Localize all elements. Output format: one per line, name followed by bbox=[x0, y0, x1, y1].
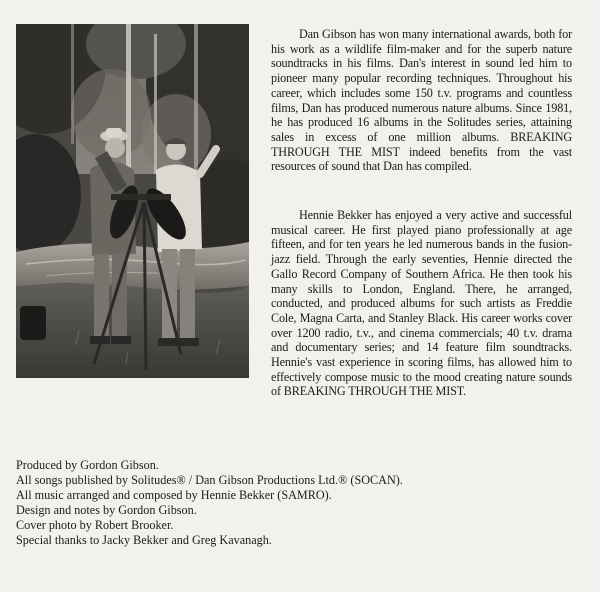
recording-photo bbox=[16, 24, 249, 378]
credit-line: Produced by Gordon Gibson. bbox=[16, 458, 159, 472]
credit-line: Design and notes by Gordon Gibson. bbox=[16, 503, 197, 518]
credit-line: All music arranged and composed by Hennie Bekker (SAMRO). bbox=[16, 488, 332, 503]
hennie-bekker-biography: Hennie Bekker has enjoyed a very active and successful musical career. He first played piano professionally at age fifteen, and for ten years he led numerous bands in the fusion-jazz field. Through the early seventies, Hennie directed the Gallo Record Company of Southern Africa. He then took his many skills to London, England. There, he arranged, conducted, and produced albums for such artists as Freddie Cole, Magna Carta, and Stanley Black. His career works cover over 1200 radio, t.v., and cinema commercials; 40 t.v. drama and documentary series; and 14 feature film soundtracks. Hennie's vast experience in scoring films, has allowed him to effectively compose music to the mood creating nature sounds of BREAKING THROUGH THE MIST. bbox=[271, 208, 572, 399]
photo-illustration bbox=[16, 24, 249, 378]
credit-line: Cover photo by Robert Brooker. bbox=[16, 518, 174, 533]
credits-list bbox=[16, 458, 403, 549]
dan-gibson-biography: Dan Gibson has won many international awards, both for his work as a wildlife film-maker and for the superb nature soundtracks in his films. Dan's interest in sound led him to pioneer many popular recording techniques. Throughout his career, which includes some 150 t.v. programs and countless films, Dan has produced numerous nature albums. Since 1981, he has produced 16 albums in the Solitudes series, attaining sales in excess of one million albums. BREAKING THROUGH THE MIST indeed benefits from the vast resources of sound that Dan has compiled. bbox=[271, 27, 572, 174]
credit-line: Special thanks to Jacky Bekker and Greg Kavanagh. bbox=[16, 533, 272, 548]
credit-line: All songs published by Solitudes® / Dan Gibson Productions Ltd.® (SOCAN). bbox=[16, 473, 403, 488]
